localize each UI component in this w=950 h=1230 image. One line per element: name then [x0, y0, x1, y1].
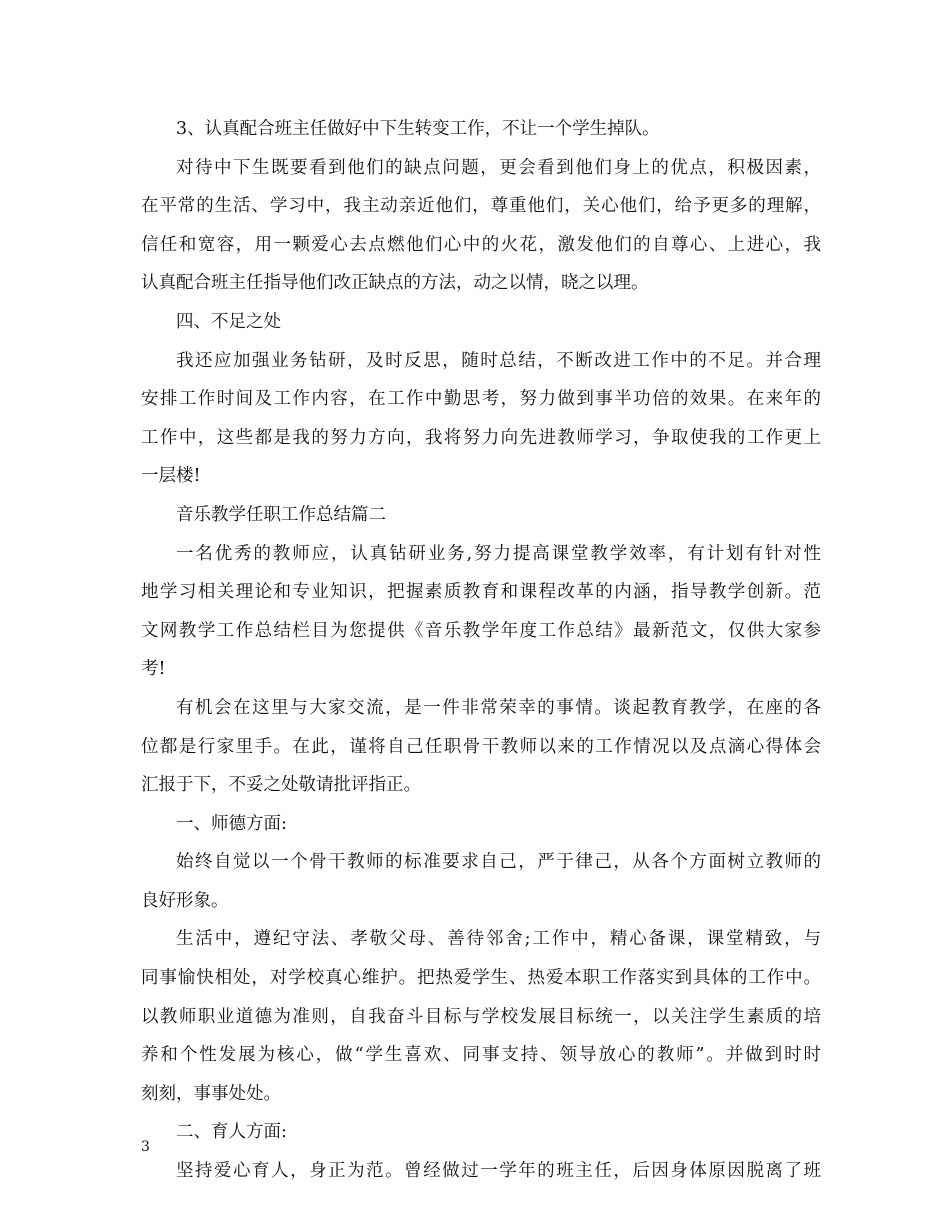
text-line: 地学习相关理论和专业知识，把握素质教育和课程改革的内涵，指导教学创新。范: [141, 582, 821, 603]
text-line: 同事愉快相处，对学校真心维护。把热爱学生、热爱本职工作落实到具体的工作中。: [141, 968, 821, 989]
text-line: 认真配合班主任指导他们改正缺点的方法，动之以情，晓之以理。: [141, 273, 649, 294]
text-line: 信任和宽容，用一颗爱心去点燃他们心中的火花，激发他们的自尊心、上进心，我: [141, 234, 821, 255]
text-line: 坚持爱心育人，身正为范。曾经做过一学年的班主任，后因身体原因脱离了班: [176, 1161, 821, 1182]
page-number: 3: [141, 1139, 150, 1155]
text-line: 考!: [141, 659, 166, 680]
text-line: 音乐教学任职工作总结篇二: [176, 504, 386, 525]
text-line: 始终自觉以一个骨干教师的标准要求自己，严于律己，从各个方面树立教师的: [176, 852, 821, 873]
text-line: 汇报于下，不妥之处敬请批评指正。: [141, 775, 421, 796]
text-line: 一、师德方面:: [176, 813, 287, 834]
text-line: 安排工作时间及工作内容，在工作中勤思考，努力做到事半功倍的效果。在来年的: [141, 389, 821, 410]
text-line: 位都是行家里手。在此，谨将自己任职骨干教师以来的工作情况以及点滴心得体会: [141, 736, 821, 757]
text-line: 四、不足之处: [176, 311, 281, 332]
text-line: 我还应加强业务钻研，及时反思，随时总结，不断改进工作中的不足。并合理: [176, 350, 821, 371]
text-line: 一名优秀的教师应，认真钻研业务,努力提高课堂教学效率，有计划有针对性: [176, 543, 821, 564]
text-line: 对待中下生既要看到他们的缺点问题，更会看到他们身上的优点，积极因素，: [176, 157, 821, 178]
text-line: 以教师职业道德为准则，自我奋斗目标与学校发展目标统一，以关注学生素质的培: [141, 1006, 821, 1027]
text-line: 3、认真配合班主任做好中下生转变工作，不让一个学生掉队。: [176, 119, 660, 139]
text-line: 良好形象。: [141, 890, 229, 911]
text-line: 有机会在这里与大家交流，是一件非常荣幸的事情。谈起教育教学，在座的各: [176, 697, 821, 718]
text-line: 在平常的生活、学习中，我主动亲近他们，尊重他们，关心他们，给予更多的理解，: [141, 196, 821, 217]
text-line: 工作中，这些都是我的努力方向，我将努力向先进教师学习，争取使我的工作更上: [141, 427, 821, 448]
document-body: [141, 110, 821, 1191]
text-line: 文网教学工作总结栏目为您提供《音乐教学年度工作总结》最新范文，仅供大家参: [141, 620, 821, 641]
text-line: 养和个性发展为核心，做“学生喜欢、同事支持、领导放心的教师”。并做到时时: [141, 1045, 821, 1066]
text-line: 一层楼!: [141, 466, 201, 487]
text-line: 二、育人方面:: [176, 1122, 287, 1143]
text-line: 刻刻，事事处处。: [141, 1083, 281, 1104]
text-line: 生活中，遵纪守法、孝敬父母、善待邻舍;工作中，精心备课，课堂精致，与: [176, 929, 821, 950]
